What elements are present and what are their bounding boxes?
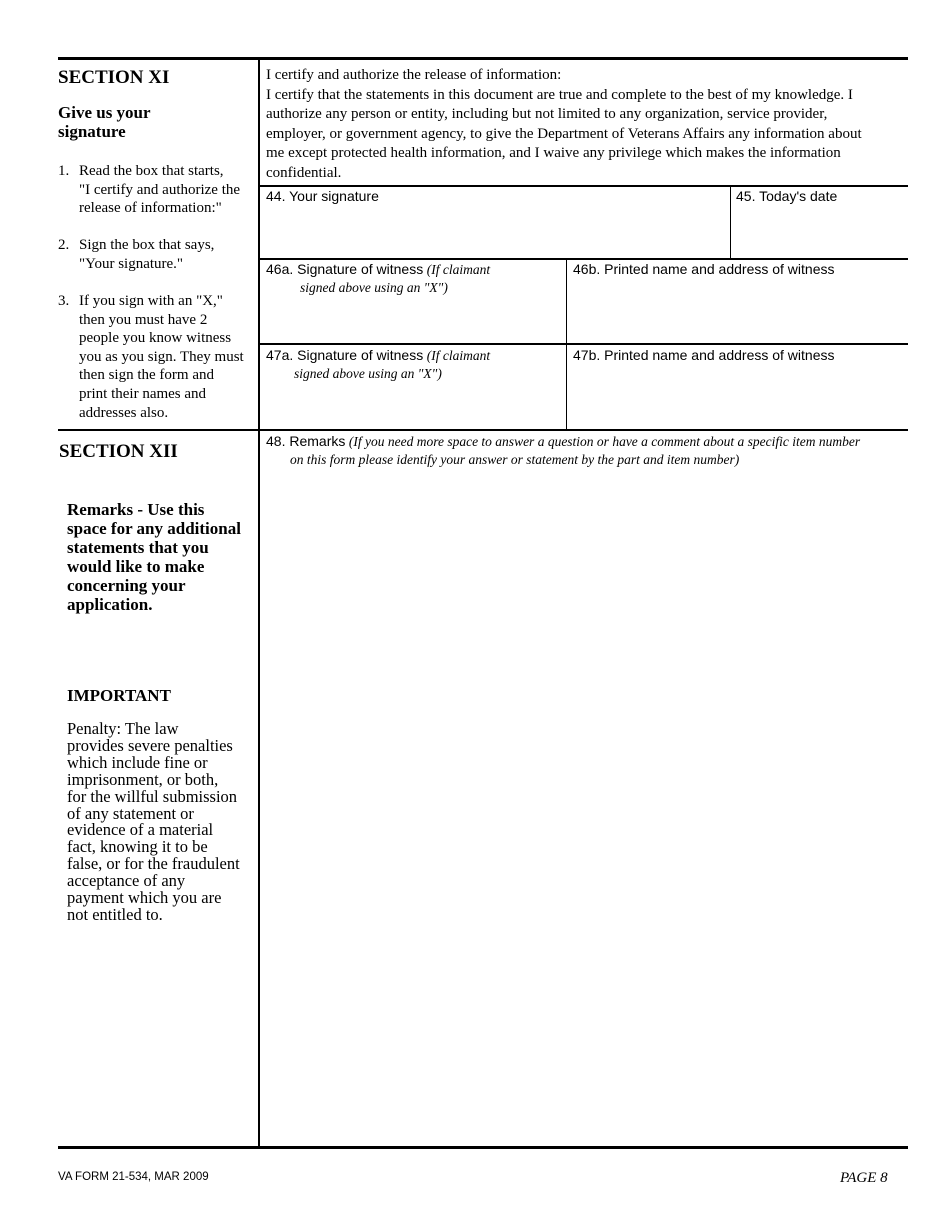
date-label: 45. Today's date (736, 188, 838, 204)
instruction-2 (58, 236, 258, 273)
row44-bottom-rule (260, 258, 908, 260)
instruction-line: you as you sign. They must (79, 348, 244, 365)
section-xi-title: SECTION XI (58, 67, 170, 88)
witness1-name-field[interactable] (569, 280, 906, 342)
witness2-signature-note: (If claimant (426, 348, 491, 363)
row46-bottom-rule (260, 343, 908, 345)
instruction-line: print their names and (79, 385, 207, 402)
instruction-line: If you sign with an "X," (79, 293, 223, 309)
section-xi-subtitle (58, 103, 151, 141)
important-title: IMPORTANT (67, 686, 171, 705)
remarks-heading (67, 500, 257, 614)
instruction-line: then you must have 2 (79, 311, 208, 328)
certification-line: authorize any person or entity, including but not limited to any organization, service provider, (266, 106, 828, 122)
remarks-note: on this form please identify your answer or statement by the part and item number) (290, 452, 740, 467)
penalty-line: payment which you are (67, 888, 222, 908)
remarks-title: 48. Remarks (266, 433, 346, 449)
penalty-line: provides severe penalties (67, 735, 233, 755)
certification-line: employer, or government agency, to give the Department of Veterans Affairs any information about (266, 125, 862, 142)
certification-line: I certify that the statements in this document are true and complete to the best of my knowledge. I (266, 86, 853, 103)
subtitle-line: Give us your (58, 103, 151, 122)
instruction-line: people you know witness (79, 330, 232, 347)
bottom-rule (58, 1146, 908, 1149)
witness1-signature-title: 46a. Signature of witness (266, 261, 424, 277)
top-rule (58, 57, 908, 60)
left-column-divider (258, 57, 260, 1149)
remarks-label (266, 433, 906, 469)
penalty-line: false, or for the fraudulent (67, 854, 240, 874)
instruction-number: 2. (58, 237, 70, 253)
witness2-signature-field[interactable] (262, 384, 564, 428)
instruction-line: addresses also. (79, 404, 169, 421)
remarks-heading-line: concerning your (67, 576, 186, 595)
section-xii-title: SECTION XII (59, 441, 178, 462)
subtitle-line: signature (58, 122, 126, 141)
instruction-3 (58, 292, 258, 422)
remarks-field[interactable] (262, 470, 906, 1144)
witness1-signature-note: (If claimant (426, 262, 491, 277)
certification-line: me except protected health information, and I waive any privilege which makes the information (266, 145, 841, 161)
instruction-line: Read the box that starts, (79, 163, 224, 179)
instruction-line: "I certify and authorize the (79, 181, 241, 198)
certification-heading: I certify and authorize the release of information: (266, 67, 562, 83)
instruction-line: release of information:" (79, 200, 222, 217)
certification-line: confidential. (266, 164, 342, 181)
certification-text (266, 66, 902, 183)
remarks-heading-line: Remarks - Use this (67, 500, 205, 519)
instruction-line: "Your signature." (79, 255, 184, 272)
witness2-signature-label (266, 347, 562, 383)
penalty-text (67, 721, 257, 924)
witness2-signature-note: signed above using an "X") (294, 366, 442, 381)
witness2-name-label: 47b. Printed name and address of witness (573, 347, 835, 363)
penalty-line: not entitled to. (67, 904, 163, 924)
witness2-signature-title: 47a. Signature of witness (266, 347, 424, 363)
penalty-line: which include fine or (67, 752, 208, 772)
witness1-signature-note: signed above using an "X") (300, 280, 448, 295)
signature-field[interactable] (262, 206, 728, 256)
witness1-signature-label (266, 261, 562, 297)
cert-bottom-rule (260, 185, 908, 187)
remarks-heading-line: statements that you (67, 538, 209, 557)
page-number: PAGE 8 (840, 1170, 888, 1186)
penalty-line: imprisonment, or both, (67, 769, 219, 789)
remarks-heading-line: would like to make (67, 557, 205, 576)
instruction-line: then sign the form and (79, 367, 214, 384)
witness-divider (566, 259, 567, 430)
remarks-heading-line: application. (67, 595, 153, 614)
date-divider (730, 186, 731, 259)
penalty-line: evidence of a material (67, 820, 214, 840)
penalty-line: fact, knowing it to be (67, 837, 208, 857)
witness1-name-label: 46b. Printed name and address of witness (573, 261, 835, 277)
penalty-line: acceptance of any (67, 871, 186, 891)
instruction-number: 1. (58, 163, 70, 179)
witness1-signature-field[interactable] (262, 298, 564, 342)
penalty-line: Penalty: The law (67, 719, 179, 738)
instruction-line: Sign the box that says, (79, 237, 215, 253)
section-divider (58, 429, 908, 431)
date-field[interactable] (733, 206, 906, 256)
remarks-note: (If you need more space to answer a question or have a comment about a specific item number (348, 434, 861, 449)
form-id: VA FORM 21-534, MAR 2009 (58, 1171, 209, 1183)
penalty-line: for the willful submission (67, 786, 238, 806)
signature-label: 44. Your signature (266, 188, 379, 204)
instruction-1 (58, 162, 258, 218)
remarks-heading-line: space for any additional (67, 519, 241, 538)
witness2-name-field[interactable] (569, 366, 906, 428)
penalty-line: of any statement or (67, 803, 194, 823)
instruction-number: 3. (58, 293, 70, 309)
